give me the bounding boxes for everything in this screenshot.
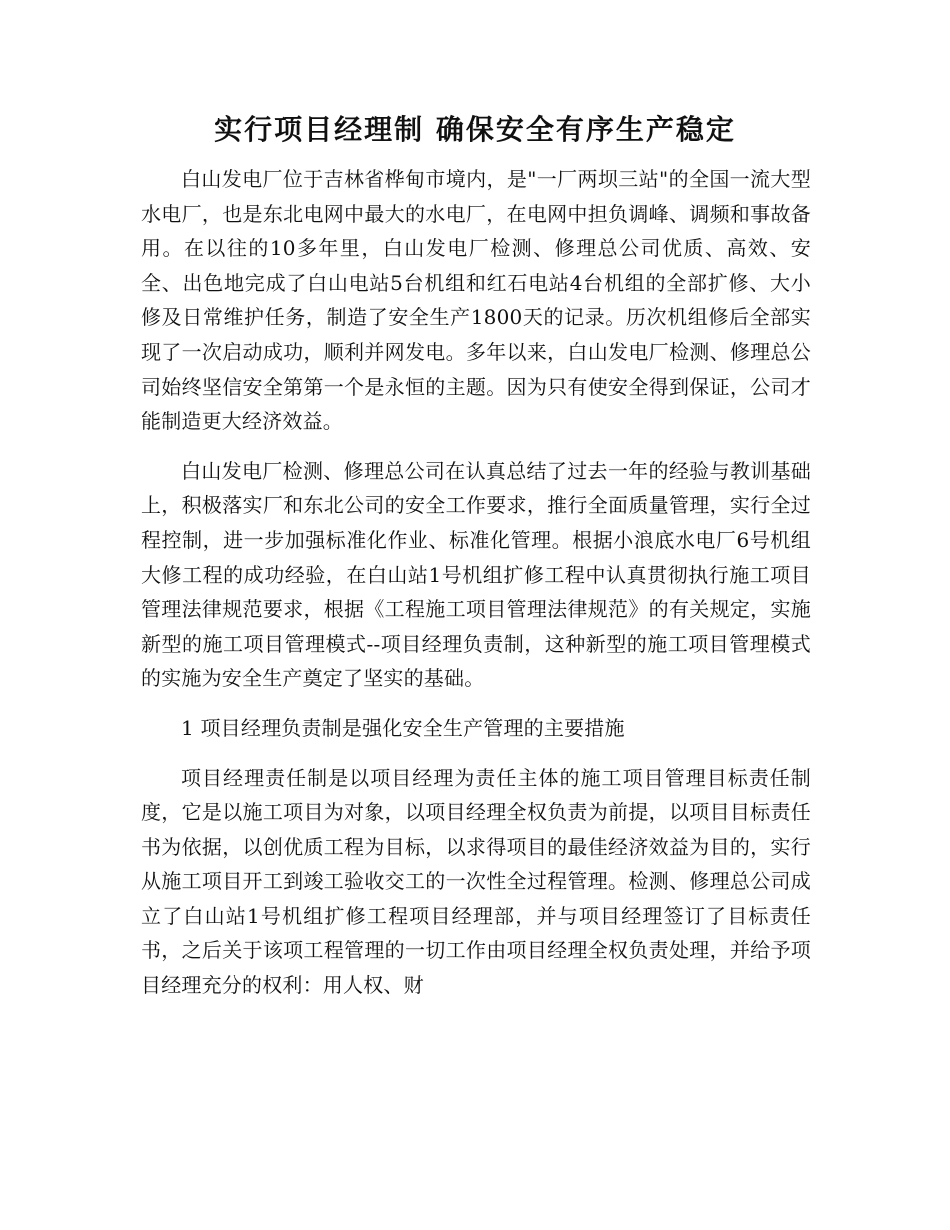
paragraph-spacer bbox=[141, 746, 811, 761]
section-paragraph: 项目经理责任制是以项目经理为责任主体的施工项目管理目标责任制度，它是以施工项目为对象，以项目经理全权负责为前提，以项目目标责任书为依据，以创优质工程为目标，以求得项目的最佳经济效益为目的，实行从施工项目开工到竣工验收交工的一次性全过程管理。检测、修理总公司成立了白山站1号机组扩修工程项目经理部，并与项目经理签订了目标责任书，之后关于该项工程管理的一切工作由项目经理全权负责处理，并给予项目经理充分的权利：用人权、财 bbox=[141, 765, 811, 998]
paragraph-2: 白山发电厂检测、修理总公司在认真总结了过去一年的经验与教训基础上，积极落实厂和东北公司的安全工作要求，推行全面质量管理，实行全过程控制，进一步加强标准化作业、标准化管理。根据小浪底水电厂6号机组大修工程的成功经验，在白山站1号机组扩修工程中认真贯彻执行施工项目管理法律规范要求，根据《工程施工项目管理法律规范》的有关规定，实施新型的施工项目管理模式--项目经理负责制，这种新型的施工项目管理模式的实施为安全生产奠定了坚实的基础。 bbox=[141, 458, 811, 691]
section-heading: 1 项目经理负责制是强化安全生产管理的主要措施 bbox=[181, 715, 625, 740]
paragraph-1: 白山发电厂位于吉林省桦甸市境内，是"一厂两坝三站"的全国一流大型水电厂，也是东北电网中最大的水电厂，在电网中担负调峰、调频和事故备用。在以往的10多年里，白山发电厂检测、修理总公司优质、高效、安全、出色地完成了白山电站5台机组和红石电站4台机组的全部扩修、大小修及日常维护任务，制造了安全生产1800天的记录。历次机组修后全部实现了一次启动成功，顺利并网发电。多年以来，白山发电厂检测、修理总公司始终坚信安全第第一个是永恒的主题。因为只有使安全得到保证，公司才能制造更大经济效益。 bbox=[141, 167, 811, 434]
document-body bbox=[141, 162, 811, 1003]
paragraph-spacer bbox=[141, 696, 811, 711]
document-title: 实行项目经理制 确保安全有序生产稳定 bbox=[214, 113, 736, 146]
paragraph-spacer bbox=[141, 439, 811, 454]
